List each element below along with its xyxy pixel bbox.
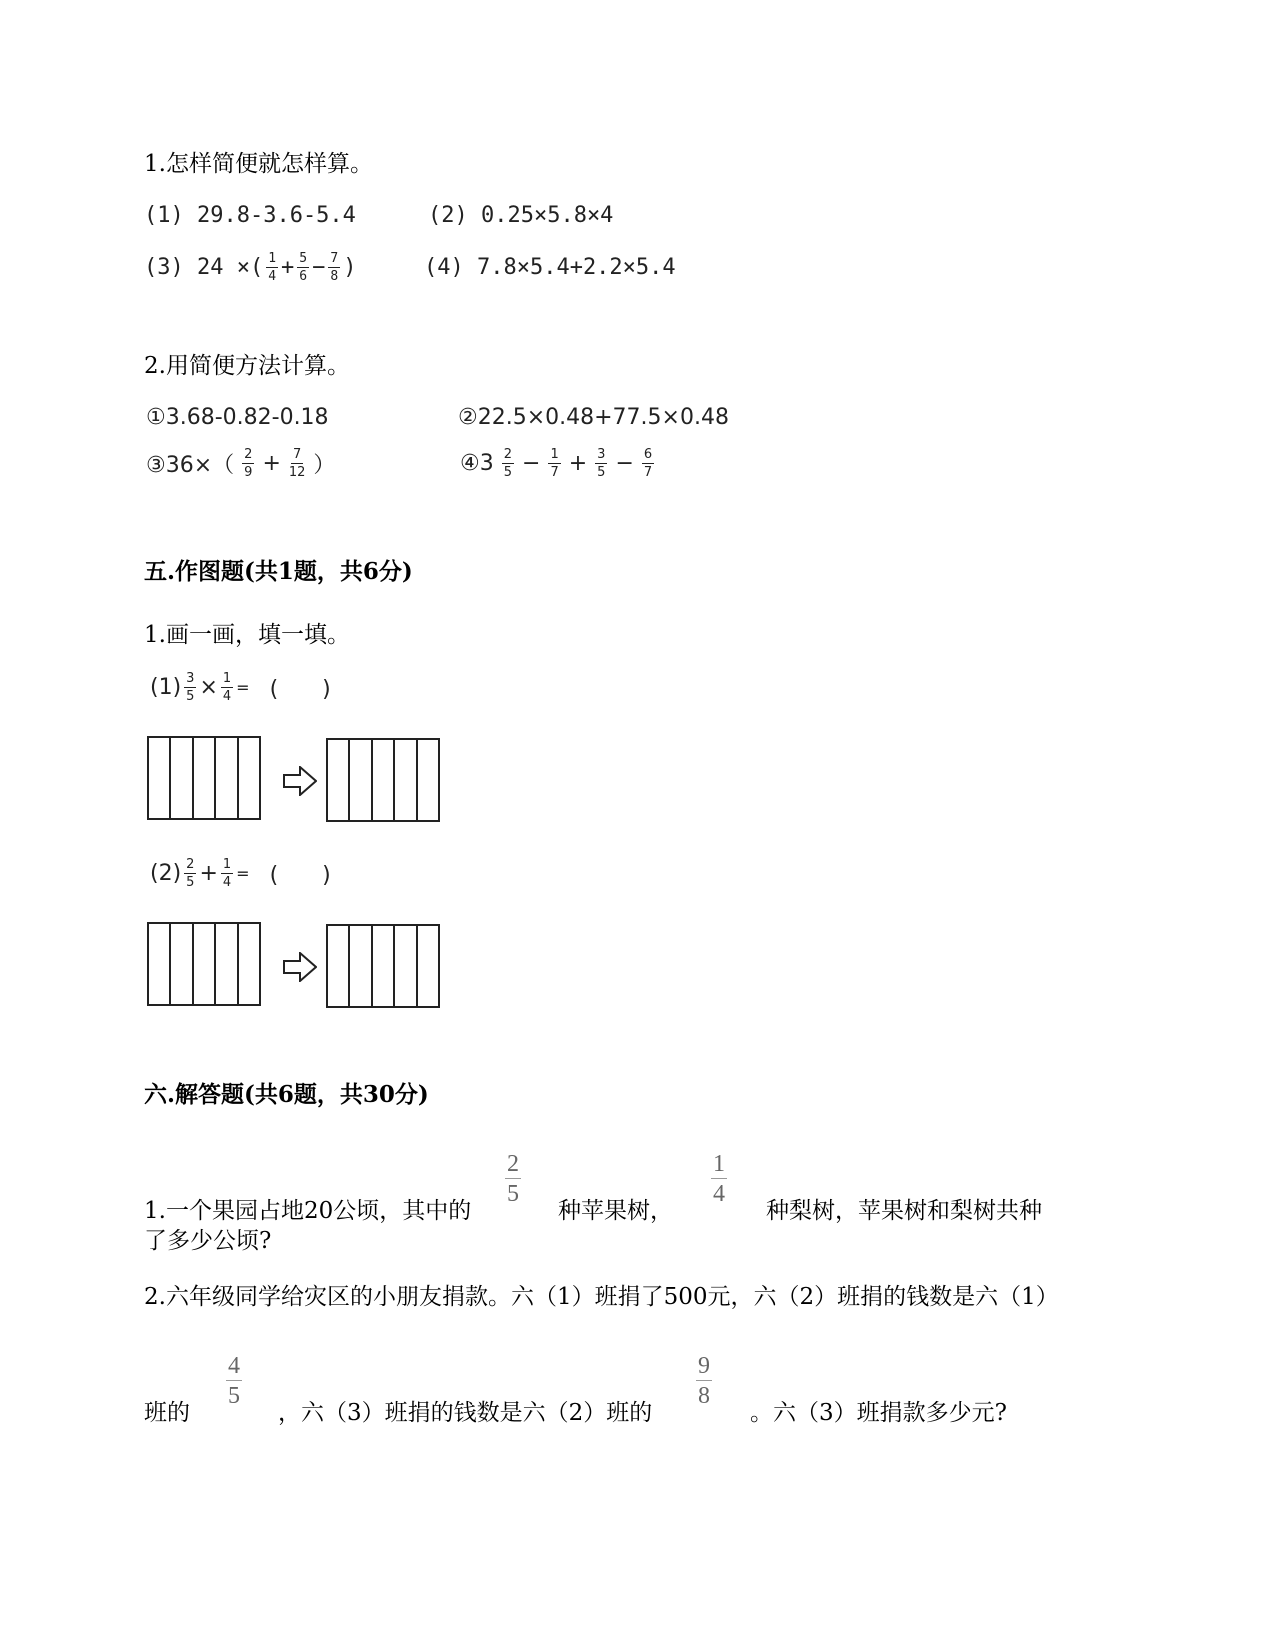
equals: = (236, 678, 250, 697)
section-5-heading: 五.作图题(共1题，共6分) (144, 558, 413, 585)
q1-problem-1: (1) 29.8-3.6-5.4 (144, 203, 356, 228)
operator: + (199, 861, 218, 886)
fraction: $\frac{3}{5}$ (186, 671, 195, 704)
fraction: $\frac{5}{6}$ (299, 251, 308, 284)
q2-problem-2: ②22.5×0.48+77.5×0.48 (458, 405, 729, 430)
operator: + (281, 255, 295, 280)
fraction: $\frac{1}{7}$ (550, 447, 559, 480)
q2-problem-3 (146, 448, 335, 479)
q2-problem-4 (460, 448, 662, 479)
s6-q2-text-c: 。六（3）班捐款多少元? (750, 1400, 1007, 1426)
grid-box-right-1 (326, 738, 440, 822)
equals: = (236, 864, 250, 883)
fraction: $\frac{6}{7}$ (643, 447, 653, 480)
fraction: $\frac{7}{12}$ (288, 447, 306, 480)
q2-title: 2.用简便方法计算。 (144, 353, 350, 379)
s6-q1-text-c: 种梨树，苹果树和梨树共种 (766, 1198, 1042, 1224)
fraction: $\frac{2}{5}$ (503, 447, 513, 480)
q1-problem-4: (4) 7.8×5.4+2.2×5.4 (424, 255, 676, 280)
right-arrow-icon (283, 952, 317, 982)
grid-box-right-2 (326, 924, 440, 1008)
s6-q1-text-d: 了多少公顷? (144, 1228, 272, 1254)
fraction: $\frac{2}{5}$ (186, 857, 195, 890)
answer-blank[interactable]: ( ) (269, 863, 331, 888)
section-6-heading: 六.解答题(共6题，共30分) (144, 1081, 429, 1108)
grid-box-left-2 (147, 922, 261, 1006)
operator: − (312, 255, 326, 280)
q1-problem-2: (2) 0.25×5.8×4 (428, 203, 614, 228)
fraction: $\frac{3}{5}$ (597, 447, 606, 480)
s5-problem-1 (150, 672, 331, 703)
fraction: $\frac{7}{8}$ (330, 251, 339, 284)
grid-box-left-1 (147, 736, 261, 820)
fraction: 2 5 (507, 1151, 519, 1207)
s6-q1-text-b: 种苹果树， (558, 1198, 673, 1224)
fraction: $\frac{1}{4}$ (268, 251, 277, 284)
fraction: 4 5 (228, 1353, 240, 1409)
operator: − (615, 451, 634, 476)
fraction: $\frac{1}{4}$ (222, 857, 232, 890)
q1-title: 1.怎样简便就怎样算。 (144, 151, 373, 177)
q2-problem-1: ①3.68-0.82-0.18 (146, 405, 329, 430)
answer-blank[interactable]: ( ) (269, 677, 331, 702)
q1-p3-prefix: (3) 24 ×( (144, 255, 264, 280)
q2-p4-prefix: ④3 (460, 451, 494, 476)
fraction: $\frac{2}{9}$ (244, 447, 253, 480)
right-arrow-icon (283, 766, 317, 796)
operator: + (262, 451, 281, 476)
fraction: $\frac{1}{4}$ (222, 671, 232, 704)
operator: − (522, 451, 541, 476)
q1-p3-suffix: ) (343, 255, 357, 280)
s6-q2-text-a: 班的 (144, 1400, 190, 1426)
s5-problem-2 (150, 858, 331, 889)
s6-q2-text-b: ，六（3）班捐的钱数是六（2）班的 (278, 1400, 653, 1426)
s6-q1-text-a: 1.一个果园占地20公顷，其中的 (144, 1198, 472, 1224)
q2-p3-suffix: ） (313, 453, 336, 478)
q2-p3-prefix: ③36×（ (146, 453, 235, 478)
fraction: 1 4 (713, 1151, 725, 1207)
q1-problem-3 (144, 252, 356, 283)
operator: + (568, 451, 588, 476)
operator: × (199, 675, 218, 700)
s6-q2-line-1: 2.六年级同学给灾区的小朋友捐款。六（1）班捐了500元，六（2）班捐的钱数是六（1） (144, 1284, 1059, 1310)
s5-p1-prefix: (1) (150, 675, 182, 700)
s5-p2-prefix: (2) (150, 861, 182, 886)
fraction: 9 8 (698, 1353, 710, 1409)
s5-q1-title: 1.画一画，填一填。 (144, 622, 350, 648)
